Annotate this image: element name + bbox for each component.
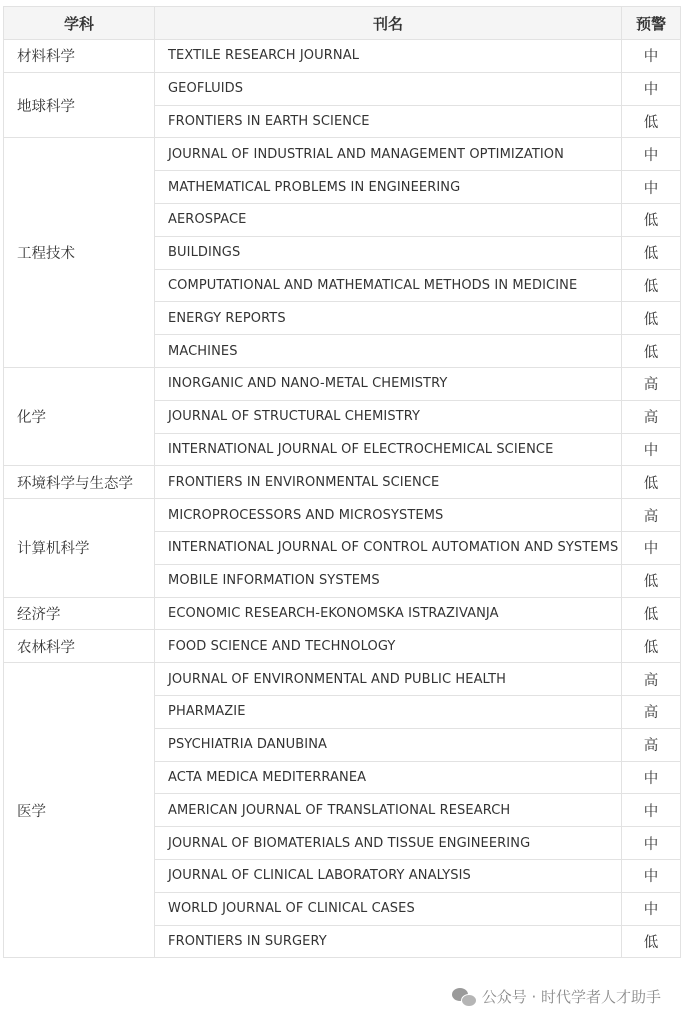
table-row (4, 499, 681, 532)
table-row (4, 466, 681, 499)
subject-cell: 农林科学 (4, 630, 155, 663)
journal-name-cell: FRONTIERS IN ENVIRONMENTAL SCIENCE (155, 466, 622, 499)
warning-level-cell: 中 (622, 40, 681, 73)
journal-name-cell: BUILDINGS (155, 236, 622, 269)
warning-level-cell: 中 (622, 72, 681, 105)
journal-name-cell: GEOFLUIDS (155, 72, 622, 105)
warning-level-cell: 中 (622, 859, 681, 892)
subject-cell: 计算机科学 (4, 499, 155, 597)
warning-level-cell: 低 (622, 335, 681, 368)
subject-cell: 化学 (4, 367, 155, 465)
journal-name-cell: WORLD JOURNAL OF CLINICAL CASES (155, 892, 622, 925)
table-row (4, 40, 681, 73)
warning-level-cell: 中 (622, 892, 681, 925)
header-journal: 刊名 (155, 7, 622, 40)
journal-name-cell: MOBILE INFORMATION SYSTEMS (155, 564, 622, 597)
warning-level-cell: 高 (622, 663, 681, 696)
journal-name-cell: COMPUTATIONAL AND MATHEMATICAL METHODS IN MEDICINE (155, 269, 622, 302)
table-row (4, 138, 681, 171)
journal-name-cell: JOURNAL OF ENVIRONMENTAL AND PUBLIC HEALTH (155, 663, 622, 696)
watermark (452, 986, 661, 1007)
table-row (4, 597, 681, 630)
watermark-text: 公众号 · 时代学者人才助手 (481, 988, 661, 1006)
warning-level-cell: 高 (622, 728, 681, 761)
journal-name-cell: FRONTIERS IN EARTH SCIENCE (155, 105, 622, 138)
warning-level-cell: 中 (622, 138, 681, 171)
subject-cell: 材料科学 (4, 40, 155, 73)
warning-level-cell: 低 (622, 302, 681, 335)
journal-name-cell: PSYCHIATRIA DANUBINA (155, 728, 622, 761)
table-row (4, 630, 681, 663)
warning-level-cell: 中 (622, 433, 681, 466)
warning-level-cell: 中 (622, 794, 681, 827)
journal-name-cell: MACHINES (155, 335, 622, 368)
subject-cell: 地球科学 (4, 72, 155, 138)
journal-name-cell: INTERNATIONAL JOURNAL OF ELECTROCHEMICAL SCIENCE (155, 433, 622, 466)
table-row (4, 367, 681, 400)
warning-level-cell: 低 (622, 269, 681, 302)
warning-level-cell: 中 (622, 827, 681, 860)
journal-name-cell: FOOD SCIENCE AND TECHNOLOGY (155, 630, 622, 663)
warning-level-cell: 低 (622, 236, 681, 269)
header-warning: 预警 (622, 7, 681, 40)
warning-level-cell: 低 (622, 597, 681, 630)
subject-cell: 医学 (4, 663, 155, 958)
warning-level-cell: 高 (622, 367, 681, 400)
journal-name-cell: PHARMAZIE (155, 695, 622, 728)
journal-name-cell: ENERGY REPORTS (155, 302, 622, 335)
journal-name-cell: JOURNAL OF INDUSTRIAL AND MANAGEMENT OPTIMIZATION (155, 138, 622, 171)
journal-name-cell: ECONOMIC RESEARCH-EKONOMSKA ISTRAZIVANJA (155, 597, 622, 630)
journal-name-cell: JOURNAL OF STRUCTURAL CHEMISTRY (155, 400, 622, 433)
warning-level-cell: 高 (622, 499, 681, 532)
journal-name-cell: ACTA MEDICA MEDITERRANEA (155, 761, 622, 794)
warning-level-cell: 中 (622, 761, 681, 794)
warning-level-cell: 低 (622, 466, 681, 499)
table-body (4, 40, 681, 958)
table-header-row (4, 7, 681, 40)
warning-level-cell: 低 (622, 564, 681, 597)
journal-name-cell: INTERNATIONAL JOURNAL OF CONTROL AUTOMATION AND SYSTEMS (155, 531, 622, 564)
table-row (4, 72, 681, 105)
journal-name-cell: INORGANIC AND NANO-METAL CHEMISTRY (155, 367, 622, 400)
warning-level-cell: 低 (622, 630, 681, 663)
warning-level-cell: 低 (622, 105, 681, 138)
subject-cell: 工程技术 (4, 138, 155, 368)
subject-cell: 环境科学与生态学 (4, 466, 155, 499)
header-subject: 学科 (4, 7, 155, 40)
warning-level-cell: 低 (622, 203, 681, 236)
journal-name-cell: TEXTILE RESEARCH JOURNAL (155, 40, 622, 73)
journal-name-cell: MICROPROCESSORS AND MICROSYSTEMS (155, 499, 622, 532)
warning-level-cell: 低 (622, 925, 681, 958)
journal-name-cell: FRONTIERS IN SURGERY (155, 925, 622, 958)
journal-warning-table (3, 6, 681, 958)
warning-level-cell: 高 (622, 695, 681, 728)
journal-name-cell: AMERICAN JOURNAL OF TRANSLATIONAL RESEARCH (155, 794, 622, 827)
journal-name-cell: AEROSPACE (155, 203, 622, 236)
warning-level-cell: 高 (622, 400, 681, 433)
table-row (4, 663, 681, 696)
warning-level-cell: 中 (622, 171, 681, 204)
warning-level-cell: 中 (622, 531, 681, 564)
journal-name-cell: JOURNAL OF CLINICAL LABORATORY ANALYSIS (155, 859, 622, 892)
journal-name-cell: MATHEMATICAL PROBLEMS IN ENGINEERING (155, 171, 622, 204)
journal-name-cell: JOURNAL OF BIOMATERIALS AND TISSUE ENGINEERING (155, 827, 622, 860)
wechat-icon (452, 987, 476, 1007)
subject-cell: 经济学 (4, 597, 155, 630)
